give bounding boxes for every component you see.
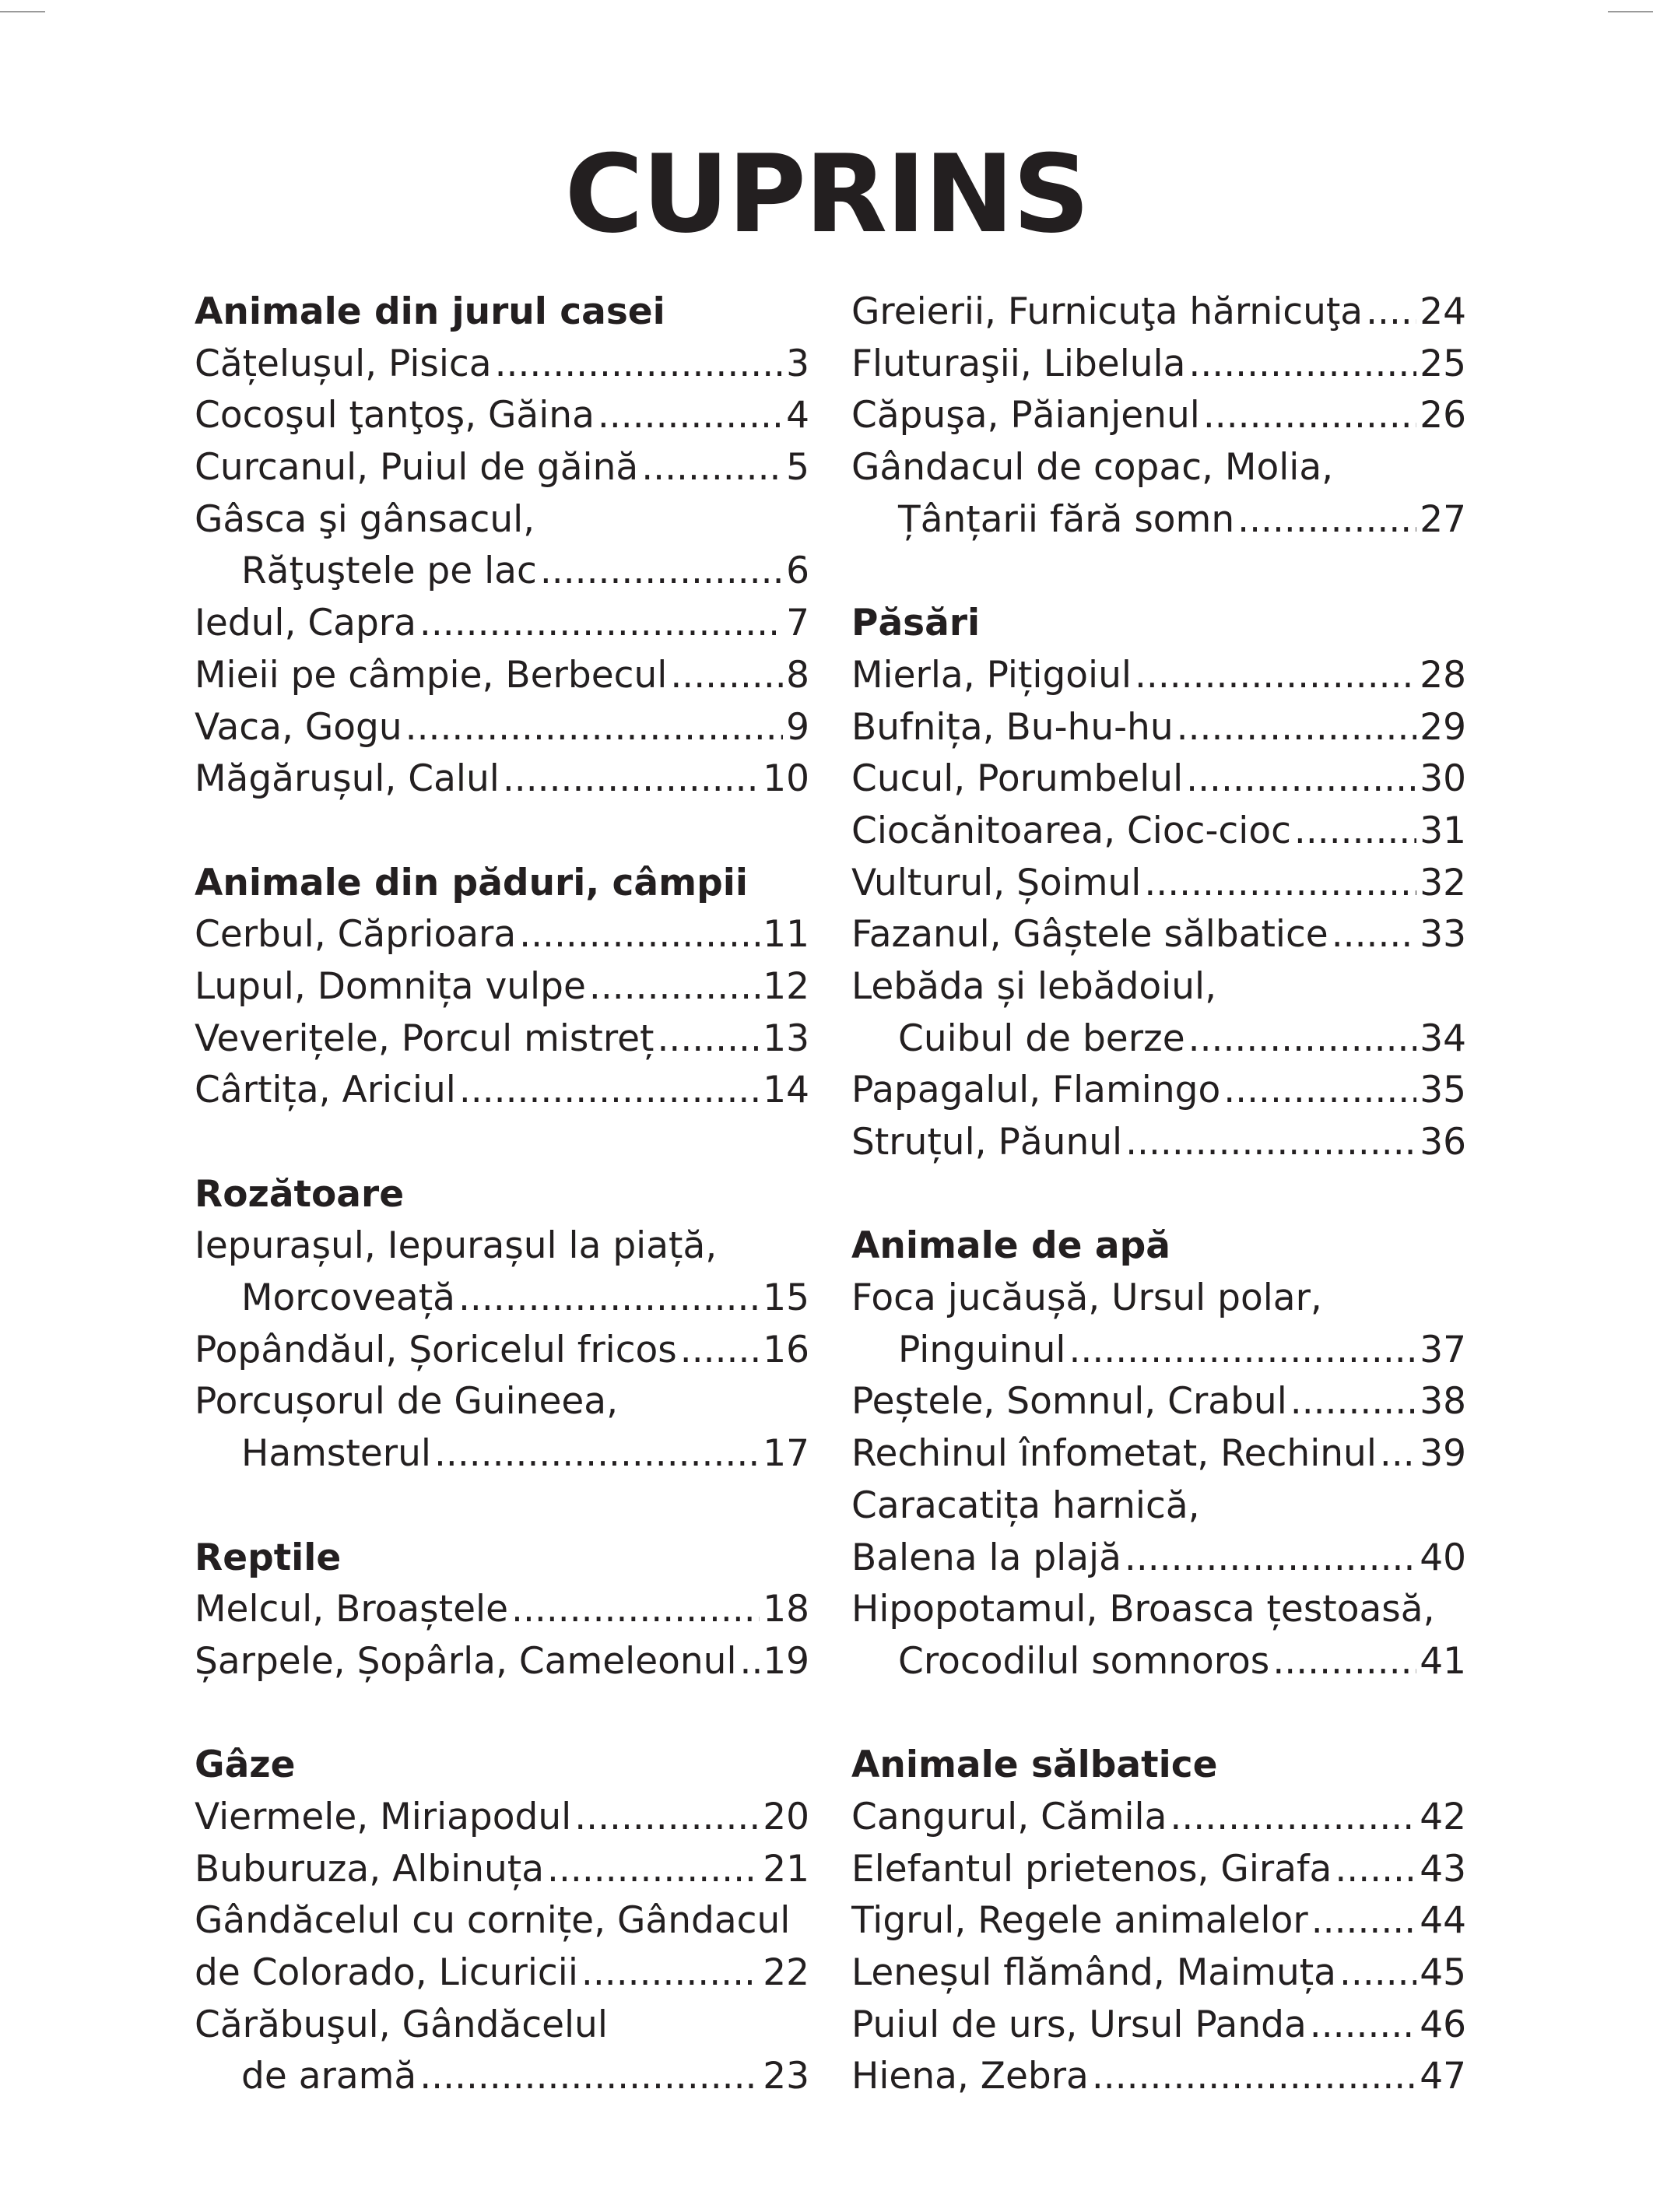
section-heading: Reptile [195,1536,342,1579]
toc-page-number: 37 [1420,1328,1466,1371]
toc-entry[interactable] [195,1947,809,2000]
dot-leader [540,546,783,598]
dot-leader [1366,286,1416,339]
toc-page-number: 4 [786,394,809,437]
toc-entry[interactable] [851,390,1466,442]
toc-page-number: 16 [763,1328,809,1371]
toc-entry[interactable] [195,1636,809,1688]
toc-page-number: 30 [1420,757,1466,801]
toc-entry-title: Mierla, Pițigoiul [851,653,1132,697]
toc-entry[interactable] [195,598,809,650]
toc-page-number: 19 [763,1639,809,1683]
toc-entry[interactable] [195,650,809,702]
dot-leader [419,598,783,650]
toc-entry-title: Leneșul flămând, Maimuța [851,1951,1336,1994]
toc-page-number: 11 [763,913,809,957]
dot-leader [1310,2000,1416,2052]
toc-entry-line: Iepurașul, Iepurașul la piață, [195,1224,718,1268]
dot-leader [1188,339,1416,391]
toc-entry[interactable] [851,909,1466,961]
toc-entry[interactable] [851,1428,1466,1480]
toc-entry[interactable] [195,1013,809,1066]
toc-entry-title: Veverițele, Porcul mistreț [195,1016,655,1060]
toc-entry-title: Cățelușul, Pisica [195,342,492,385]
toc-entry[interactable] [851,1013,1466,1066]
toc-entry-title: de aramă [241,2055,417,2098]
toc-entry-line: Caracatița harnică, [851,1483,1200,1527]
dot-leader [511,1584,760,1636]
toc-entry-title: Struțul, Păunul [851,1121,1123,1164]
toc-page-number: 18 [763,1588,809,1631]
toc-entry-title: Căpuşa, Păianjenul [851,394,1200,437]
toc-entry-title: Vulturul, Șoimul [851,861,1142,904]
toc-entry-title: Cârtița, Ariciul [195,1069,456,1112]
dot-leader [581,1947,760,2000]
toc-entry[interactable] [851,2051,1466,2103]
toc-entry[interactable] [851,702,1466,754]
toc-entry[interactable] [195,546,809,598]
toc-entry[interactable] [851,1844,1466,1896]
dot-leader [1223,1065,1416,1117]
toc-page-number: 42 [1420,1795,1466,1838]
dot-leader [459,1065,760,1117]
toc-entry-title: Cucul, Porumbelul [851,757,1184,801]
toc-page-number: 41 [1420,1639,1466,1683]
toc-entry-title: Elefantul prietenos, Girafa [851,1847,1332,1891]
dot-leader [1380,1428,1416,1480]
toc-entry[interactable] [195,2051,809,2103]
dot-leader [574,1792,760,1844]
toc-entry-title: Hamsterul [241,1432,431,1476]
toc-page-number: 31 [1420,809,1466,852]
toc-page-number: 23 [763,2055,809,2098]
crop-mark-right [1608,11,1653,12]
toc-entry-title: Fazanul, Gâștele sălbatice [851,913,1328,957]
toc-entry-title: Greierii, Furnicuţa hărnicuţa [851,290,1363,333]
toc-page-number: 32 [1420,861,1466,904]
toc-entry-title: Popândăul, Șoricelul fricos [195,1328,677,1371]
toc-entry[interactable] [851,339,1466,391]
toc-entry-line: Gâsca şi gânsacul, [195,497,535,541]
toc-entry-title: Curcanul, Puiul de găină [195,446,639,490]
toc-entry[interactable] [851,2000,1466,2052]
section-heading: Păsări [851,602,981,645]
toc-entry[interactable] [851,650,1466,702]
toc-entry[interactable] [851,1117,1466,1169]
crop-mark-left [0,11,45,12]
toc-entry-title: Țânțarii fără somn [898,497,1235,541]
toc-page-number: 40 [1420,1536,1466,1579]
dot-leader [1177,702,1417,754]
toc-entry[interactable] [851,1325,1466,1377]
toc-entry-title: Lupul, Domnița vulpe [195,964,586,1008]
toc-page-number: 3 [786,342,809,385]
toc-page-number: 35 [1420,1069,1466,1112]
toc-entry[interactable] [195,442,809,494]
dot-leader [1188,1013,1417,1066]
section-spacer [851,1688,1466,1740]
dot-leader [1144,858,1416,910]
toc-page-number: 9 [786,705,809,749]
toc-entry-line: Porcușorul de Guineea, [195,1380,619,1424]
toc-entry[interactable] [851,1376,1466,1428]
dot-leader [1069,1325,1416,1377]
toc-entry[interactable] [195,909,809,961]
dot-leader [1339,1947,1416,2000]
dot-leader [519,909,760,961]
toc-entry-title: Pinguinul [898,1328,1066,1371]
dot-leader [1170,1792,1416,1844]
toc-page-number: 34 [1420,1016,1466,1060]
toc-entry[interactable] [195,339,809,391]
toc-entry[interactable] [195,1584,809,1636]
section-spacer [195,806,809,858]
dot-leader [657,1013,760,1066]
toc-entry-line: Gândacul de copac, Molia, [851,446,1334,490]
dot-leader [1237,494,1416,546]
toc-entry-title: Cuibul de berze [898,1016,1185,1060]
toc-page-number: 14 [763,1069,809,1112]
toc-page-number: 15 [763,1276,809,1320]
toc-entry-line: Lebăda și lebădoiul, [851,964,1217,1008]
toc-page-number: 24 [1420,290,1466,333]
dot-leader [547,1844,760,1896]
dot-leader [598,390,783,442]
toc-entry[interactable] [195,1065,809,1117]
toc-entry[interactable] [195,1792,809,1844]
dot-leader [419,2051,760,2103]
dot-leader [1092,2051,1416,2103]
toc-entry[interactable] [851,806,1466,858]
toc-page-number: 43 [1420,1847,1466,1891]
toc-entry-title: Cangurul, Cămila [851,1795,1167,1838]
toc-entry[interactable] [851,1947,1466,2000]
toc-entry-title: Buburuza, Albinuța [195,1847,545,1891]
toc-entry-title: Cocoşul ţanţoş, Găina [195,394,595,437]
toc-entry-title: Peștele, Somnul, Crabul [851,1380,1287,1424]
toc-entry-title: Crocodilul somnoros [898,1639,1270,1683]
toc-entry-title: Puiul de urs, Ursul Panda [851,2003,1307,2046]
toc-entry-title: Papagalul, Flamingo [851,1069,1221,1112]
dot-leader [1186,753,1416,806]
toc-right-column [851,286,1466,2103]
dot-leader [1290,1376,1416,1428]
dot-leader [1125,1117,1416,1169]
section-spacer [851,1169,1466,1221]
toc-page-number: 17 [763,1432,809,1476]
toc-left-column [195,286,809,2103]
toc-entry[interactable] [195,1428,809,1480]
dot-leader [1135,650,1416,702]
section-heading: Rozătoare [195,1172,405,1216]
toc-page-number: 22 [763,1951,809,1994]
toc-entry[interactable] [851,1533,1466,1585]
toc-page-number: 20 [763,1795,809,1838]
toc-page-number: 39 [1420,1432,1466,1476]
section-heading: Animale sălbatice [851,1743,1218,1787]
dot-leader [434,1428,760,1480]
toc-page-number: 7 [786,602,809,645]
dot-leader [641,442,783,494]
toc-page-number: 29 [1420,705,1466,749]
section-heading: Animale din păduri, câmpii [195,861,748,904]
toc-entry-title: Iedul, Capra [195,602,416,645]
toc-entry[interactable] [851,1636,1466,1688]
toc-page-number: 33 [1420,913,1466,957]
toc-page-number: 44 [1420,1899,1466,1943]
toc-entry[interactable] [195,753,809,806]
toc-entry-title: Răţuştele pe lac [241,549,537,593]
section-spacer [195,1688,809,1740]
toc-page-number: 28 [1420,653,1466,697]
toc-entry-title: Șarpele, Șopârla, Cameleonul [195,1639,737,1683]
section-spacer [851,546,1466,598]
toc-entry[interactable] [851,753,1466,806]
toc-entry-title: Cerbul, Căprioara [195,913,517,957]
toc-page-number: 8 [786,653,809,697]
dot-leader [1294,806,1416,858]
toc-entry-title: Vaca, Gogu [195,705,402,749]
toc-page-number: 13 [763,1016,809,1060]
toc-entry-title: Bufnița, Bu-hu-hu [851,705,1174,749]
dot-leader [503,753,760,806]
toc-entry-title: Rechinul înfometat, Rechinul [851,1432,1377,1476]
toc-entry-title: Mieii pe câmpie, Berbecul [195,653,668,697]
toc-entry-title: Fluturaşii, Libelula [851,342,1186,385]
toc-entry[interactable] [195,1273,809,1325]
section-spacer [195,1480,809,1533]
toc-entry-title: Viermele, Miriapodul [195,1795,572,1838]
toc-entry-title: Ciocănitoarea, Cioc-cioc [851,809,1291,852]
toc-entry-title: Melcul, Broaștele [195,1588,508,1631]
toc-entry-line: Cărăbuşul, Gândăcelul [195,2003,608,2046]
dot-leader [405,702,783,754]
toc-entry[interactable] [195,1325,809,1377]
toc-page-number: 10 [763,757,809,801]
toc-page-number: 38 [1420,1380,1466,1424]
toc-page-number: 21 [763,1847,809,1891]
toc-entry-line: Gândăcelul cu cornițe, Gândacul [195,1899,791,1943]
toc-entry[interactable] [195,390,809,442]
toc-entry-line: Foca jucăușă, Ursul polar, [851,1276,1322,1320]
dot-leader [458,1273,760,1325]
toc-entry[interactable] [851,1065,1466,1117]
toc-page-number: 45 [1420,1951,1466,1994]
toc-entry-title: Hiena, Zebra [851,2055,1089,2098]
dot-leader [1203,390,1416,442]
section-heading: Gâze [195,1743,296,1787]
section-heading: Animale de apă [851,1224,1170,1268]
dot-leader [680,1325,760,1377]
toc-page-number: 12 [763,964,809,1008]
toc-page-number: 36 [1420,1121,1466,1164]
section-heading: Animale din jurul casei [195,290,665,333]
toc-entry[interactable] [851,1792,1466,1844]
dot-leader [1311,1895,1417,1947]
toc-entry[interactable] [195,1844,809,1896]
toc-page-number: 6 [786,549,809,593]
dot-leader [1335,1844,1416,1896]
toc-entry[interactable] [851,286,1466,339]
toc-page-number: 47 [1420,2055,1466,2098]
toc-entry-line: Hipopotamul, Broasca țestoasă, [851,1588,1435,1631]
dot-leader [670,650,783,702]
dot-leader [495,339,784,391]
toc-entry-title: de Colorado, Licuricii [195,1951,578,1994]
dot-leader [589,961,760,1013]
toc-page-number: 25 [1420,342,1466,385]
dot-leader [1272,1636,1416,1688]
toc-entry[interactable] [851,858,1466,910]
toc-entry-title: Balena la plajă [851,1536,1121,1579]
toc-page-number: 26 [1420,394,1466,437]
page-title: CUPRINS [564,132,1089,257]
dot-leader [1332,909,1416,961]
dot-leader [740,1636,760,1688]
toc-entry[interactable] [851,1895,1466,1947]
toc-page-number: 46 [1420,2003,1466,2046]
toc-entry[interactable] [195,702,809,754]
toc-entry-title: Tigrul, Regele animalelor [851,1899,1308,1943]
toc-entry[interactable] [851,494,1466,546]
toc-entry-title: Morcoveață [241,1276,455,1320]
toc-entry-title: Măgărușul, Calul [195,757,500,801]
toc-page-number: 27 [1420,497,1466,541]
toc-page-number: 5 [786,446,809,490]
toc-entry[interactable] [195,961,809,1013]
section-spacer [195,1117,809,1169]
dot-leader [1125,1533,1416,1585]
